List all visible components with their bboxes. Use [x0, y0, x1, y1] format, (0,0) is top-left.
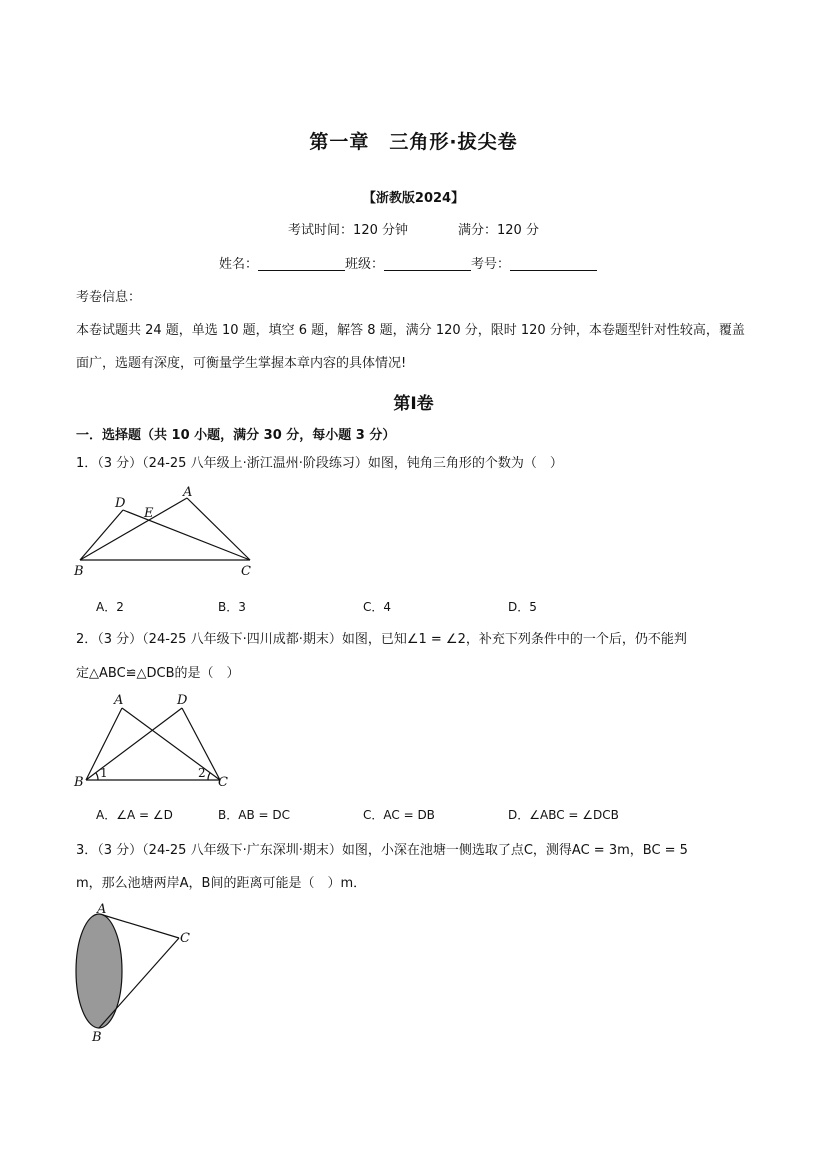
question-2-option-a[interactable]: A．∠A = ∠D: [96, 808, 173, 822]
segment-bd: [80, 510, 123, 560]
pond-shape: [76, 914, 122, 1028]
label-angle-2: 2: [198, 766, 206, 780]
edition-label: 【浙教版2024】: [362, 191, 465, 206]
label-a: A: [97, 902, 107, 917]
info-line-2: 面广，选题有深度，可衡量学生掌握本章内容的具体情况!: [76, 356, 407, 371]
full-score: 满分：120 分: [458, 223, 539, 238]
label-c: C: [241, 564, 251, 579]
question-1-option-b[interactable]: B．3: [218, 600, 246, 614]
question-3-figure: [66, 898, 206, 1048]
question-1-option-c[interactable]: C．4: [363, 600, 392, 614]
section-title: 第Ⅰ卷: [393, 394, 434, 414]
label-c: C: [180, 931, 190, 946]
question-1-option-d[interactable]: D．5: [508, 600, 537, 614]
exam-time: 考试时间：120 分钟: [288, 223, 408, 238]
page-title: 第一章 三角形·拔尖卷: [309, 131, 518, 153]
label-d: D: [177, 693, 188, 708]
label-d: D: [115, 496, 126, 511]
label-c: C: [218, 775, 228, 790]
question-2-figure: [70, 690, 240, 795]
label-b: B: [74, 775, 84, 790]
question-3-stem-line-1: 3．（3 分）（24-25 八年级下·广东深圳·期末）如图，小深在池塘一侧选取了点C，测得AC = 3m，BC = 5: [76, 843, 688, 858]
angle-2-arc: [208, 773, 210, 780]
segment-ac: [187, 498, 250, 560]
label-angle-1: 1: [100, 766, 108, 780]
question-3-stem-line-2: m，那么池塘两岸A，B间的距离可能是（ ）m．: [76, 876, 367, 891]
angle-1-arc: [96, 773, 98, 780]
question-2-stem-line-1: 2．（3 分）（24-25 八年级下·四川成都·期末）如图，已知∠1 = ∠2，补充下列条件中的一个后，仍不能判: [76, 632, 687, 647]
question-2-stem-line-2: 定△ABC≌△DCB的是（ ）: [76, 666, 240, 681]
question-2-option-c[interactable]: C．AC = DB: [363, 808, 435, 822]
question-2-option-d[interactable]: D．∠ABC = ∠DCB: [508, 808, 619, 822]
info-line-1: 本卷试题共 24 题，单选 10 题，填空 6 题，解答 8 题，满分 120 分，限时 120 分钟，本卷题型针对性较高，覆盖: [76, 323, 745, 338]
label-a: A: [183, 485, 193, 500]
class-blank[interactable]: [384, 256, 471, 271]
label-e: E: [144, 506, 154, 521]
label-b: B: [74, 564, 84, 579]
class-label: 班级：: [345, 257, 385, 272]
exam-info-line: [0, 219, 827, 238]
part-heading: 一．选择题（共 10 小题，满分 30 分，每小题 3 分）: [76, 428, 396, 443]
student-info-line: [219, 253, 597, 272]
segment-dc: [123, 510, 250, 560]
label-b: B: [92, 1030, 102, 1045]
question-1-figure: [70, 482, 270, 582]
name-blank[interactable]: [258, 256, 345, 271]
question-1-stem: 1．（3 分）（24-25 八年级上·浙江温州·阶段练习）如图，钝角三角形的个数为（ ）: [76, 456, 563, 471]
info-label: 考卷信息：: [76, 290, 142, 305]
name-label: 姓名：: [219, 257, 259, 272]
id-label: 考号：: [471, 257, 511, 272]
question-1-option-a[interactable]: A．2: [96, 600, 124, 614]
label-a: A: [114, 693, 124, 708]
question-2-option-b[interactable]: B．AB = DC: [218, 808, 290, 822]
id-blank[interactable]: [510, 256, 597, 271]
